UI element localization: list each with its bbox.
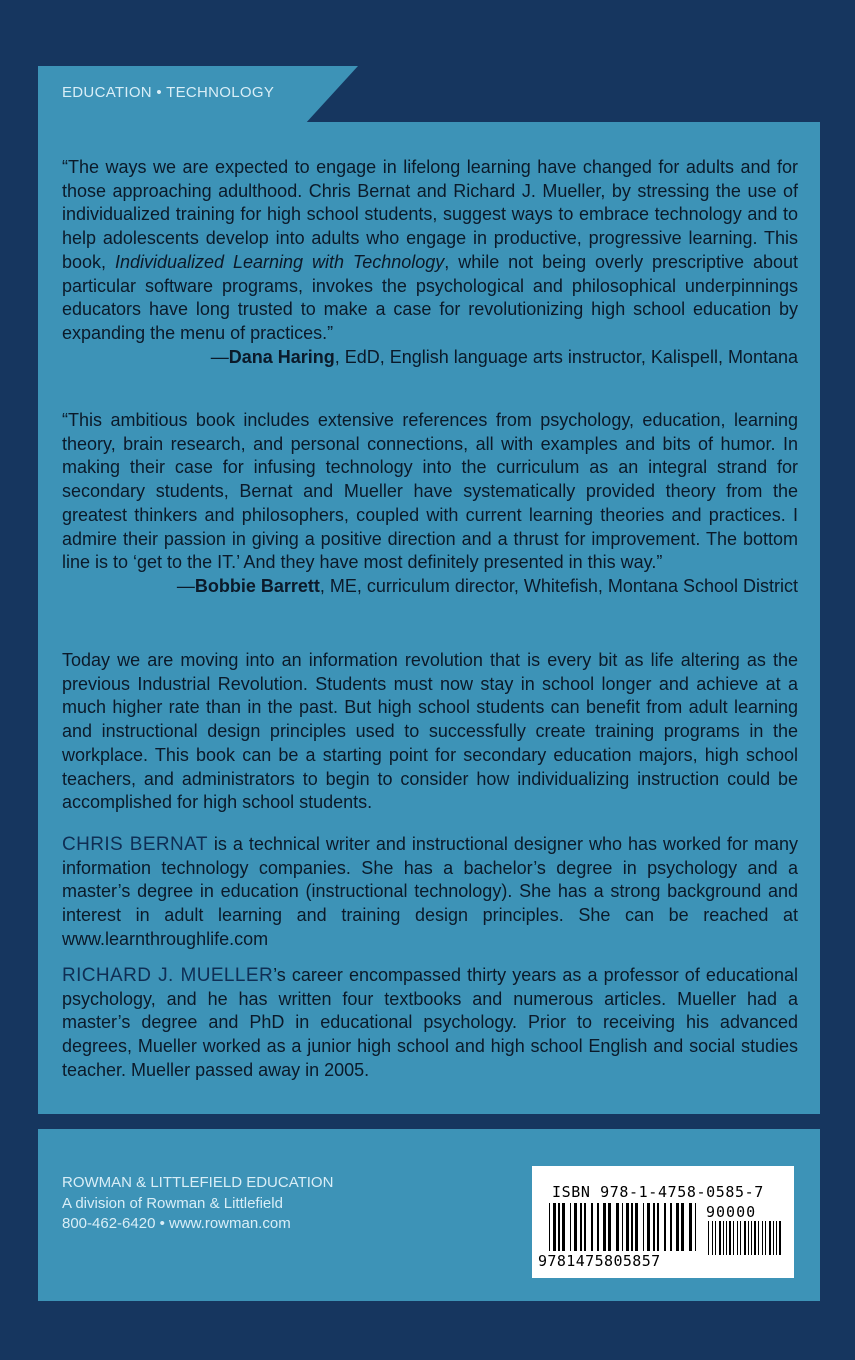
barcode-bar xyxy=(676,1203,679,1251)
barcode-bar xyxy=(776,1221,777,1255)
barcode-bar xyxy=(643,1203,644,1251)
barcode-bar xyxy=(769,1221,771,1255)
barcode-icon xyxy=(548,1203,698,1251)
barcode-bar xyxy=(715,1221,716,1255)
barcode-bar xyxy=(653,1203,655,1251)
quote-1-attribution: —Dana Haring, EdD, English language arts instructor, Kalispell, Montana xyxy=(210,346,798,367)
barcode-bar xyxy=(758,1221,759,1255)
barcode-bar xyxy=(631,1203,633,1251)
book-description: Today we are moving into an information revolution that is every bit as life altering as the previous Industrial Revolution. Students must now stay in school longer and achieve at a much higher rate than in the past. But high school students can benefit from adult learning and instructional design principles used to successfully create training programs in the workplace. This book can be a starting point for secondary education majors, high school teachers, and administrators to begin to consider how individualizing instruction could be accomplished for high school students. xyxy=(62,650,798,813)
barcode-bar xyxy=(608,1203,611,1251)
barcode-bar xyxy=(773,1221,774,1255)
quote-2-body: “This ambitious book includes extensive references from psychology, education, learning theory, brain research, and personal connections, all with examples and bits of humor. In making their case for infusing technology into the curriculum as an integral strand for secondary students, Bernat and Mueller have systematically provided theory from the greatest thinkers and philosophers, coupled with current learning theories and practices. I admire their passion in giving a positive direction and a thrust for improvement. The bottom line is to ‘get to the IT.’ And they have most definitely presented in this way.” xyxy=(62,410,798,573)
barcode-bar xyxy=(549,1203,550,1251)
endorsement-quote-2 xyxy=(62,409,798,599)
barcode-bar xyxy=(670,1203,672,1251)
publisher-info xyxy=(62,1173,333,1235)
isbn-label: ISBN 978-1-4758-0585-7 xyxy=(552,1183,764,1201)
barcode-bar xyxy=(553,1203,556,1251)
barcode-bar xyxy=(733,1221,734,1255)
publisher-name: ROWMAN & LITTLEFIELD EDUCATION xyxy=(62,1174,334,1191)
barcode-addon-icon xyxy=(707,1221,783,1255)
barcode-bar xyxy=(657,1203,659,1251)
endorsement-quote-1 xyxy=(62,156,798,369)
barcode-bar xyxy=(562,1203,565,1251)
publisher-contact: 800-462-6420 • www.rowman.com xyxy=(62,1215,291,1232)
author-bio-bernat: CHRIS BERNAT is a technical writer and instructional designer who has worked for many information technology companies. She has a bachelor’s degree in psychology and a master’s degree in education (instructional technology). She has a strong background and interest in adult learning and training design principles. She can be reached at www.learnthroughlife.com xyxy=(62,834,798,949)
barcode-bar xyxy=(689,1203,692,1251)
ean-number: 9781475805857 xyxy=(538,1252,661,1270)
quote-1-author: Dana Haring xyxy=(228,346,335,367)
barcode-bar xyxy=(616,1203,619,1251)
barcode-bar xyxy=(626,1203,629,1251)
category-label: EDUCATION • TECHNOLOGY xyxy=(62,84,275,101)
barcode-bar xyxy=(603,1203,606,1251)
barcode-bar xyxy=(765,1221,766,1255)
barcode-bar xyxy=(740,1221,741,1255)
barcode-bar xyxy=(748,1221,749,1255)
barcode-bar xyxy=(729,1221,731,1255)
barcode-bar xyxy=(708,1221,709,1255)
author-name-bernat: CHRIS BERNAT xyxy=(62,834,208,855)
barcode-bar xyxy=(635,1203,638,1251)
barcode-bar xyxy=(597,1203,599,1251)
barcode-bar xyxy=(681,1203,684,1251)
quote-2-author: Bobbie Barrett xyxy=(194,575,320,596)
book-title: Individualized Learning with Technology xyxy=(114,251,445,272)
barcode-bar xyxy=(570,1203,571,1251)
price-code: 90000 xyxy=(706,1203,757,1221)
barcode-bar xyxy=(712,1221,713,1255)
barcode-bar xyxy=(719,1221,721,1255)
quote-2-attribution: —Bobbie Barrett, ME, curriculum director, Whitefish, Montana School District xyxy=(176,575,798,596)
barcode-bar xyxy=(779,1221,781,1255)
publisher-division: A division of Rowman & Littlefield xyxy=(62,1194,283,1212)
author-bio-mueller: RICHARD J. MUELLER’s career encompassed thirty years as a professor of educational psychology, and he has written four textbooks and numerous articles. Mueller had a master’s degree and PhD in educational psychology. Prior to receiving his advanced degrees, Mueller worked as a junior high school and high school English and social studies teacher. Mueller passed away in 2005. xyxy=(62,965,799,1080)
barcode-bar xyxy=(622,1203,623,1251)
author-name-mueller: RICHARD J. MUELLER xyxy=(62,965,274,986)
barcode-bar xyxy=(664,1203,666,1251)
barcode-bar xyxy=(647,1203,650,1251)
barcode-bar xyxy=(751,1221,752,1255)
barcode-bar xyxy=(574,1203,577,1251)
footer-divider xyxy=(38,1129,820,1137)
barcode-bar xyxy=(737,1221,738,1255)
barcode-bar xyxy=(591,1203,593,1251)
barcode-bar xyxy=(580,1203,582,1251)
barcode-bar xyxy=(744,1221,746,1255)
quote-1-body: “The ways we are expected to engage in lifelong learning have changed for adults and for those approaching adulthood. Chris Bernat and Richard J. Mueller, by stressing the use of individualized training for high school students, suggest ways to embrace technology and to help adolescents develop into adults who engage in productive, progressive learning. This book, Individualized Learning with Technology, while not being overly prescriptive about particular software programs, invokes the psychological and philosophical underpinnings educators have long trusted to make a case for revolutionizing high school education by expanding the menu of practices.” xyxy=(62,157,798,343)
barcode-bar xyxy=(762,1221,763,1255)
barcode-bar xyxy=(726,1221,727,1255)
barcode-bar xyxy=(584,1203,586,1251)
barcode-bar xyxy=(754,1221,756,1255)
barcode-bar xyxy=(695,1203,696,1251)
barcode-bar xyxy=(558,1203,560,1251)
barcode-bar xyxy=(723,1221,724,1255)
